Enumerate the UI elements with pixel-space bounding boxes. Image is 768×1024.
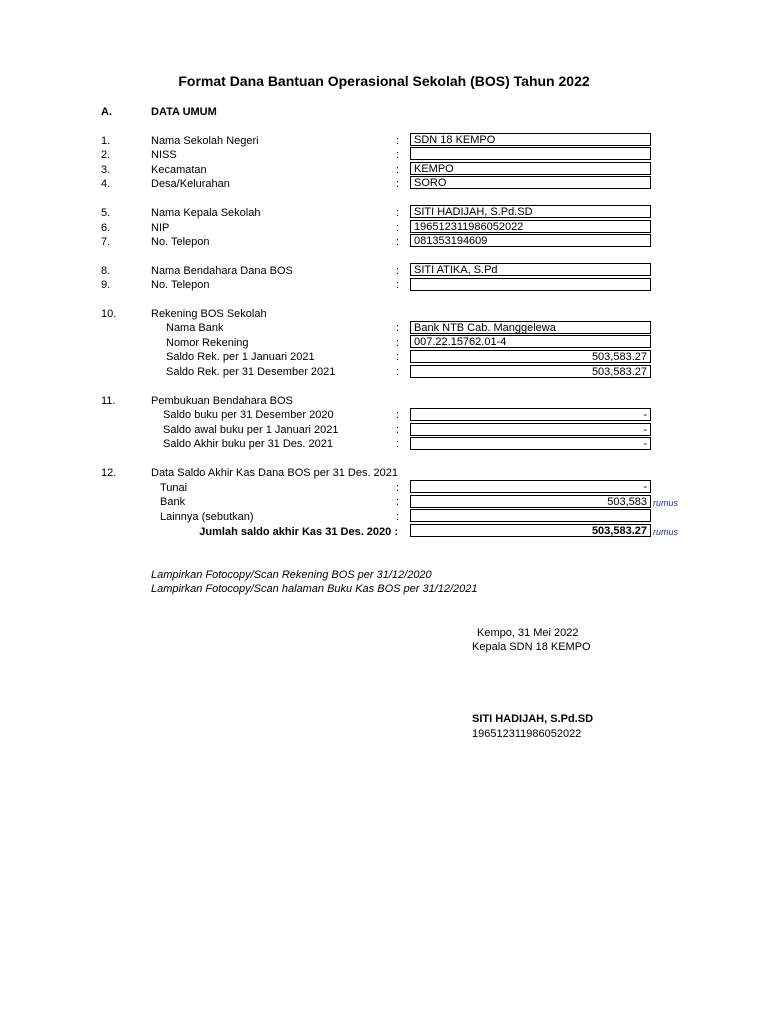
nomor-rekening-label: Nomor Rekening	[166, 337, 249, 349]
row-number: 12.	[101, 467, 117, 479]
nama-sekolah-value[interactable]: SDN 18 KEMPO	[410, 133, 651, 146]
colon: :	[396, 496, 400, 508]
colon: :	[396, 164, 400, 176]
colon: :	[396, 265, 400, 277]
pembukuan-heading: Pembukuan Bendahara BOS	[151, 395, 293, 407]
tunai-value[interactable]: -	[410, 480, 651, 493]
saldo-buku-2020-value[interactable]: -	[410, 408, 651, 421]
rumus-note: rumus	[653, 498, 679, 508]
colon: :	[396, 482, 400, 494]
bank-value[interactable]: 503,583	[410, 495, 651, 508]
colon: :	[396, 366, 400, 378]
colon: :	[396, 409, 400, 421]
bank-label: Bank	[160, 496, 186, 508]
jumlah-saldo-value[interactable]: 503,583.27	[410, 524, 651, 537]
telepon-kepala-value[interactable]: 081353194609	[410, 234, 651, 247]
signer-nip: 196512311986052022	[472, 728, 582, 740]
note-line: Lampirkan Fotocopy/Scan halaman Buku Kas BOS per 31/12/2021	[151, 583, 478, 595]
colon: :	[396, 438, 400, 450]
jumlah-saldo-label: Jumlah saldo akhir Kas 31 Des. 2020 :	[199, 526, 398, 538]
row-number: 4.	[101, 178, 111, 190]
telepon-bendahara-value[interactable]	[410, 278, 651, 291]
nama-bank-value[interactable]: Bank NTB Cab. Manggelewa	[410, 321, 651, 334]
row-number: 8.	[101, 265, 111, 277]
saldo-akhir-2021-label: Saldo Akhir buku per 31 Des. 2021	[163, 438, 334, 450]
nip-label: NIP	[151, 222, 170, 234]
saldo-awal-2021-label: Saldo awal buku per 1 Januari 2021	[163, 424, 339, 436]
colon: :	[396, 222, 400, 234]
colon: :	[396, 236, 400, 248]
colon: :	[396, 178, 400, 190]
nama-sekolah-label: Nama Sekolah Negeri	[151, 135, 259, 147]
colon: :	[396, 351, 400, 363]
nomor-rekening-value[interactable]: 007.22.15762.01-4	[410, 335, 651, 348]
bendahara-value[interactable]: SITI ATIKA, S.Pd	[410, 263, 651, 276]
niss-label: NISS	[151, 149, 177, 161]
kepala-sekolah-value[interactable]: SITI HADIJAH, S.Pd.SD	[410, 205, 651, 218]
saldo-rek-akhir-label: Saldo Rek. per 31 Desember 2021	[166, 366, 336, 378]
colon: :	[396, 511, 400, 523]
kas-heading: Data Saldo Akhir Kas Dana BOS per 31 Des. 2021	[151, 467, 399, 479]
saldo-buku-2020-label: Saldo buku per 31 Desember 2020	[163, 409, 334, 421]
colon: :	[396, 322, 400, 334]
saldo-rek-awal-value[interactable]: 503,583.27	[410, 350, 651, 363]
row-number: 7.	[101, 236, 111, 248]
note-line: Lampirkan Fotocopy/Scan Rekening BOS per 31/12/2020	[151, 569, 432, 581]
signer-name: SITI HADIJAH, S.Pd.SD	[472, 713, 594, 725]
telepon-bendahara-label: No. Telepon	[151, 279, 210, 291]
signer-position: Kepala SDN 18 KEMPO	[472, 641, 591, 653]
section-a-label: DATA UMUM	[151, 106, 217, 118]
telepon-kepala-label: No. Telepon	[151, 236, 210, 248]
rumus-note: rumus	[653, 527, 679, 537]
colon: :	[396, 337, 400, 349]
row-number: 5.	[101, 207, 111, 219]
saldo-rek-akhir-value[interactable]: 503,583.27	[410, 365, 651, 378]
desa-value[interactable]: SORO	[410, 176, 651, 189]
kecamatan-value[interactable]: KEMPO	[410, 162, 651, 175]
bendahara-label: Nama Bendahara Dana BOS	[151, 265, 293, 277]
row-number: 11.	[101, 395, 116, 407]
saldo-awal-2021-value[interactable]: -	[410, 423, 651, 436]
colon: :	[396, 135, 400, 147]
place-date: Kempo, 31 Mei 2022	[477, 627, 579, 639]
lainnya-label: Lainnya (sebutkan)	[160, 511, 254, 523]
desa-label: Desa/Kelurahan	[151, 178, 230, 190]
rekening-heading: Rekening BOS Sekolah	[151, 308, 267, 320]
row-number: 2.	[101, 149, 111, 161]
colon: :	[396, 424, 400, 436]
niss-value[interactable]	[410, 147, 651, 160]
section-a-number: A.	[101, 106, 112, 118]
row-number: 6.	[101, 222, 111, 234]
lainnya-value[interactable]	[410, 509, 651, 522]
kepala-sekolah-label: Nama Kepala Sekolah	[151, 207, 261, 219]
page-title: Format Dana Bantuan Operasional Sekolah (BOS) Tahun 2022	[178, 73, 590, 89]
nama-bank-label: Nama Bank	[166, 322, 224, 334]
row-number: 3.	[101, 164, 111, 176]
colon: :	[396, 149, 400, 161]
kecamatan-label: Kecamatan	[151, 164, 207, 176]
saldo-akhir-2021-value[interactable]: -	[410, 437, 651, 450]
row-number: 1.	[101, 135, 111, 147]
row-number: 10.	[101, 308, 117, 320]
saldo-rek-awal-label: Saldo Rek. per 1 Januari 2021	[166, 351, 315, 363]
tunai-label: Tunai	[160, 482, 188, 494]
colon: :	[396, 207, 400, 219]
nip-value[interactable]: 196512311986052022	[410, 220, 651, 233]
colon: :	[396, 279, 400, 291]
row-number: 9.	[101, 279, 111, 291]
